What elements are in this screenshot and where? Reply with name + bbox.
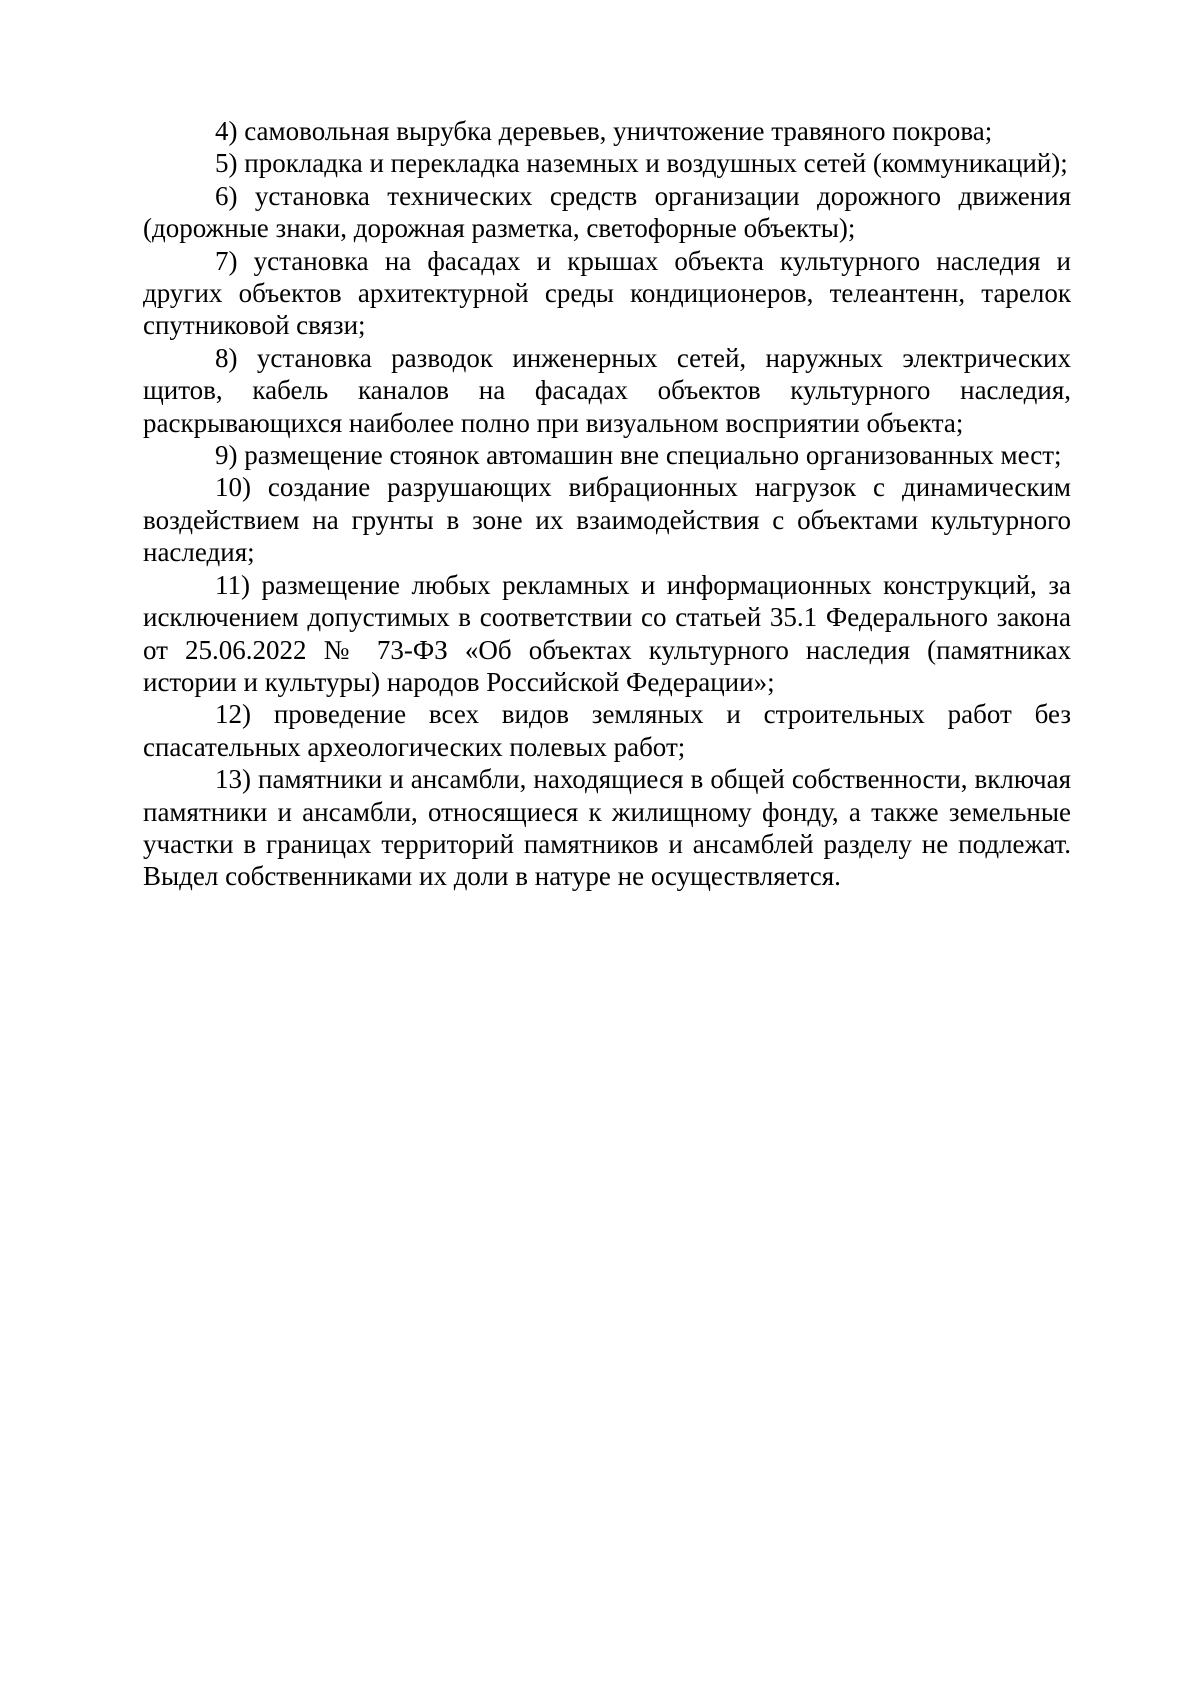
paragraph-item-13: 13) памятники и ансамбли, находящиеся в общей собственности, включая памятники и ансамбли, относящиеся к жилищному фонду, а также земельные участки в границах территорий памятников и ансамблей разделу не подлежат. Выдел собственниками их доли в натуре не осуществляется. [143, 764, 1071, 892]
paragraph-item-6: 6) установка технических средств организации дорожного движения (дорожные знаки, дорожная разметка, светофорные объекты); [143, 180, 1071, 244]
paragraph-item-9: 9) размещение стоянок автомашин вне специально организованных мест; [215, 440, 1062, 471]
paragraph-item-10: 10) создание разрушающих вибрационных нагрузок с динамическим воздействием на грунты в зоне их взаимодействия с объектами культурного наследия; [143, 472, 1071, 568]
document-body [143, 115, 1071, 893]
paragraph-item-5: 5) прокладка и перекладка наземных и воздушных сетей (коммуникаций); [215, 148, 1068, 179]
paragraph-item-12: 12) проведение всех видов земляных и строительных работ без спасательных археологических полевых работ; [143, 699, 1071, 762]
paragraph-item-11: 11) размещение любых рекламных и информационных конструкций, за исключением допустимых в соответствии со статьей 35.1 Федерального закона от 25.06.2022 № 73-ФЗ «Об объектах культурного наследия (памятниках истории и культуры) народов Российской Федерации»; [143, 569, 1071, 697]
paragraph-item-7: 7) установка на фасадах и крышах объекта культурного наследия и других объектов архитектурной среды кондиционеров, телеантенн, тарелок спутниковой связи; [143, 245, 1071, 341]
paragraph-item-4: 4) самовольная вырубка деревьев, уничтожение травяного покрова; [215, 116, 993, 146]
paragraph-item-8: 8) установка разводок инженерных сетей, наружных электрических щитов, кабель каналов на фасадах объектов культурного наследия, раскрывающихся наиболее полно при визуальном восприятии объекта; [143, 342, 1071, 438]
